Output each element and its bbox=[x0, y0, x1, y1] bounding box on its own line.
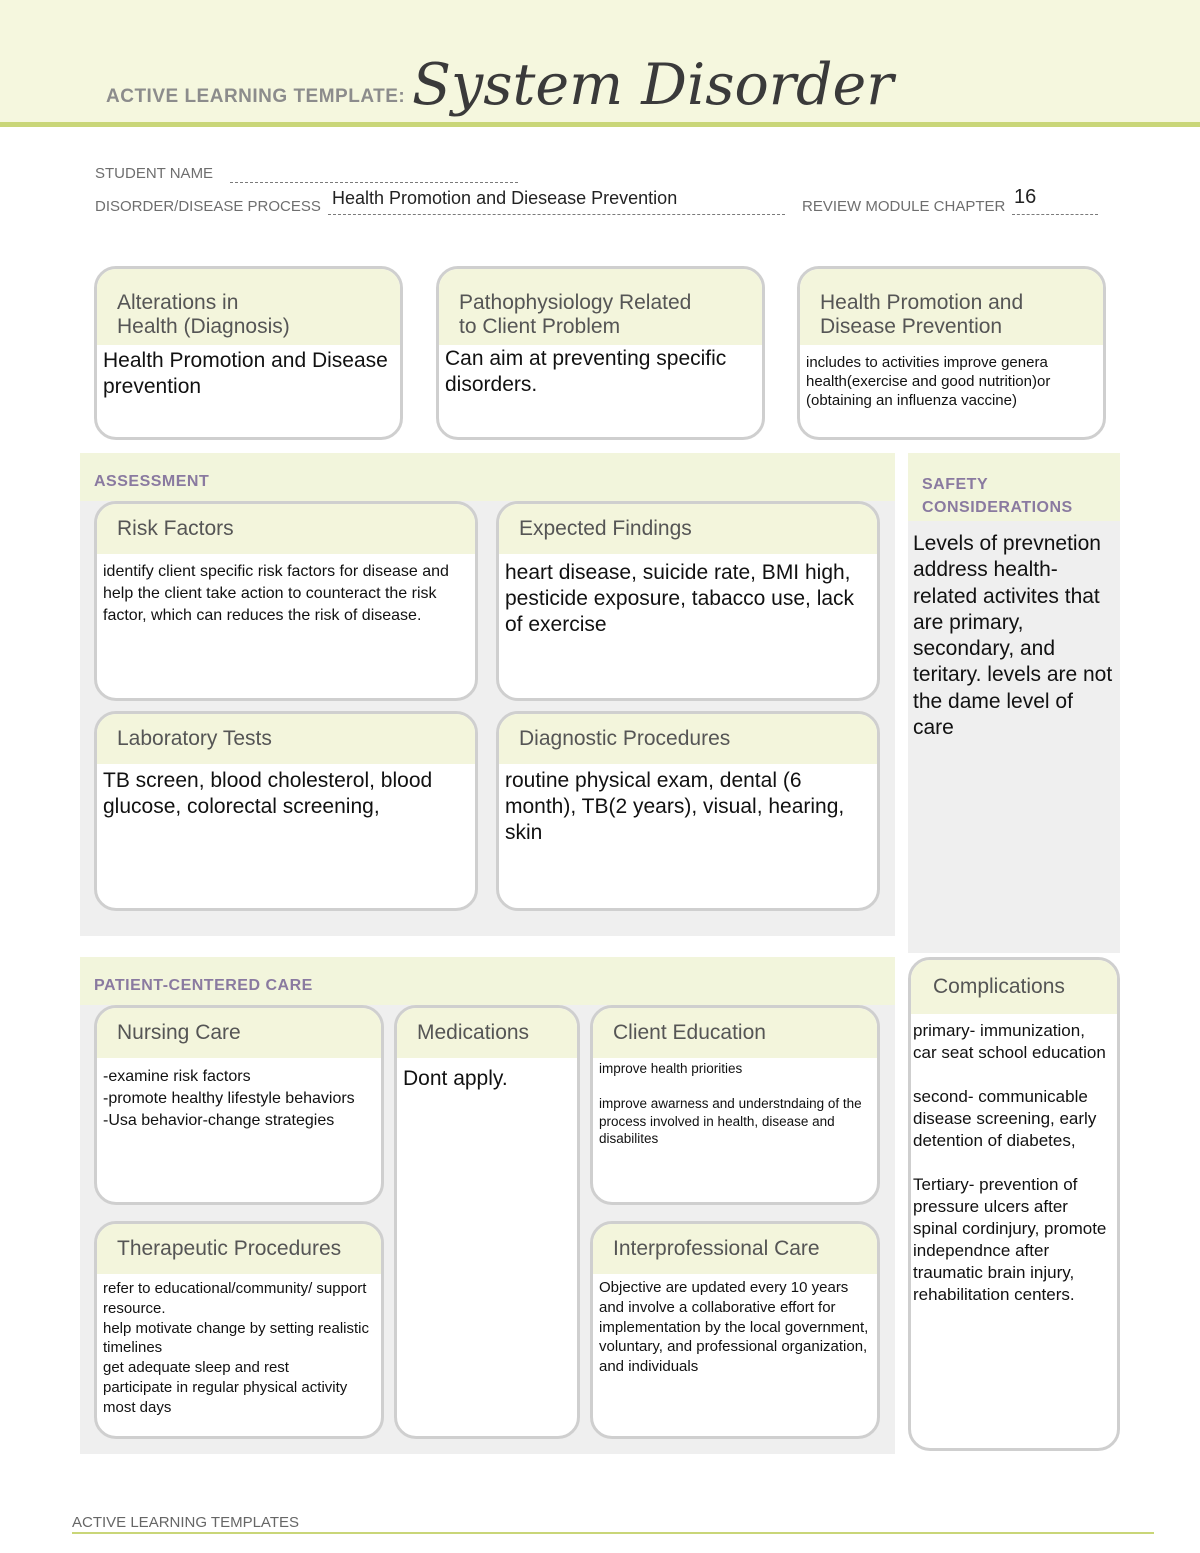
card-title-line: Health Promotion and bbox=[820, 291, 1024, 314]
disorder-value: Health Promotion and Diesease Prevention bbox=[332, 188, 678, 208]
card-body bbox=[593, 1058, 877, 1148]
card-body: Health Promotion and Disease prevention bbox=[103, 349, 388, 398]
card-body: Objective are updated every 10 years and involve a collaborative effort for implementation by the local government, voluntary, and professional organization, and individuals bbox=[599, 1279, 869, 1376]
card-body: heart disease, suicide rate, BMI high, pesticide exposure, tabacco use, lack of exercise bbox=[505, 561, 855, 636]
card-title: Therapeutic Procedures bbox=[97, 1224, 381, 1274]
student-name-field[interactable] bbox=[230, 164, 518, 183]
card-title: Complications bbox=[911, 960, 1117, 1014]
chapter-field[interactable] bbox=[1012, 186, 1098, 215]
card-body: includes to activities improve genera health(exercise and good nutrition)or (obtaining an influenza vaccine) bbox=[806, 354, 1051, 409]
card-interprofessional-care bbox=[590, 1221, 880, 1439]
card-body: Dont apply. bbox=[403, 1067, 508, 1090]
card-medications bbox=[394, 1005, 580, 1439]
chapter-label: REVIEW MODULE CHAPTER bbox=[802, 198, 1006, 215]
card-title bbox=[800, 269, 1103, 345]
disorder-label: DISORDER/DISEASE PROCESS bbox=[95, 198, 321, 215]
header-rule bbox=[0, 122, 1200, 127]
card-body: -examine risk factors -promote healthy lifestyle behaviors -Usa behavior-change strategies bbox=[103, 1068, 355, 1129]
card-title-line: Pathophysiology Related bbox=[459, 291, 692, 314]
card-therapeutic-procedures bbox=[94, 1221, 384, 1439]
disorder-field[interactable] bbox=[328, 188, 785, 215]
chapter-value: 16 bbox=[1014, 186, 1037, 208]
safety-heading-line: SAFETY bbox=[922, 476, 989, 493]
card-body: identify client specific risk factors for disease and help the client take action to counteract the risk factor, which can reduces the risk of disease. bbox=[103, 563, 449, 624]
card-title-line: Disease Prevention bbox=[820, 315, 1003, 338]
footer-label: ACTIVE LEARNING TEMPLATES bbox=[72, 1514, 299, 1531]
card-body: Can aim at preventing specific disorders. bbox=[445, 347, 727, 396]
card-title bbox=[97, 269, 400, 345]
assessment-heading: ASSESSMENT bbox=[94, 473, 210, 490]
template-label: ACTIVE LEARNING TEMPLATE: bbox=[106, 86, 406, 107]
card-title: Medications bbox=[397, 1008, 577, 1058]
card-body: primary- immunization, car seat school education second- communicable disease screening, early detention of diabetes, Tertiary- prevention of pressure ulcers after spinal cordinjury, promote independnce after traumatic brain injury, rehabilitation centers. bbox=[913, 1021, 1107, 1304]
card-title: Nursing Care bbox=[97, 1008, 381, 1058]
card-complications bbox=[908, 957, 1120, 1451]
card-diagnostic-procedures bbox=[496, 711, 880, 911]
client-education-line: improve awarness and understndaing of the process involved in health, disease and disabilites bbox=[599, 1096, 862, 1146]
safety-heading bbox=[922, 473, 1073, 519]
card-title: Interprofessional Care bbox=[593, 1224, 877, 1274]
card-body: routine physical exam, dental (6 month), TB(2 years), visual, hearing, skin bbox=[505, 769, 845, 844]
card-title-line: Alterations in bbox=[117, 291, 239, 314]
card-risk-factors bbox=[94, 501, 478, 701]
card-alterations-in-health bbox=[94, 266, 403, 440]
card-laboratory-tests bbox=[94, 711, 478, 911]
card-title: Client Education bbox=[593, 1008, 877, 1058]
card-pathophysiology bbox=[436, 266, 765, 440]
safety-heading-line: CONSIDERATIONS bbox=[922, 499, 1073, 516]
card-title: Expected Findings bbox=[499, 504, 877, 554]
card-title: Laboratory Tests bbox=[97, 714, 475, 764]
card-body: refer to educational/community/ support resource. help motivate change by setting realistic timelines get adequate sleep and rest participate in regular physical activity most days bbox=[103, 1280, 369, 1416]
client-education-line: improve health priorities bbox=[599, 1061, 743, 1076]
student-name-label: STUDENT NAME bbox=[95, 165, 214, 182]
card-client-education bbox=[590, 1005, 880, 1205]
card-body: TB screen, blood cholesterol, blood glucose, colorectal screening, bbox=[103, 769, 433, 818]
card-title: Risk Factors bbox=[97, 504, 475, 554]
card-title-line: Health (Diagnosis) bbox=[117, 315, 290, 338]
safety-body: Levels of prevnetion address health-related activites that are primary, secondary, and teritary. levels are not the dame level of care bbox=[913, 532, 1113, 740]
footer-rule bbox=[72, 1532, 1154, 1534]
card-health-promotion bbox=[797, 266, 1106, 440]
card-title bbox=[439, 269, 762, 345]
card-expected-findings bbox=[496, 501, 880, 701]
card-title-line: to Client Problem bbox=[459, 315, 621, 338]
page-title: System Disorder bbox=[412, 52, 894, 118]
card-nursing-care bbox=[94, 1005, 384, 1205]
patient-care-heading: PATIENT-CENTERED CARE bbox=[94, 977, 313, 994]
card-title: Diagnostic Procedures bbox=[499, 714, 877, 764]
